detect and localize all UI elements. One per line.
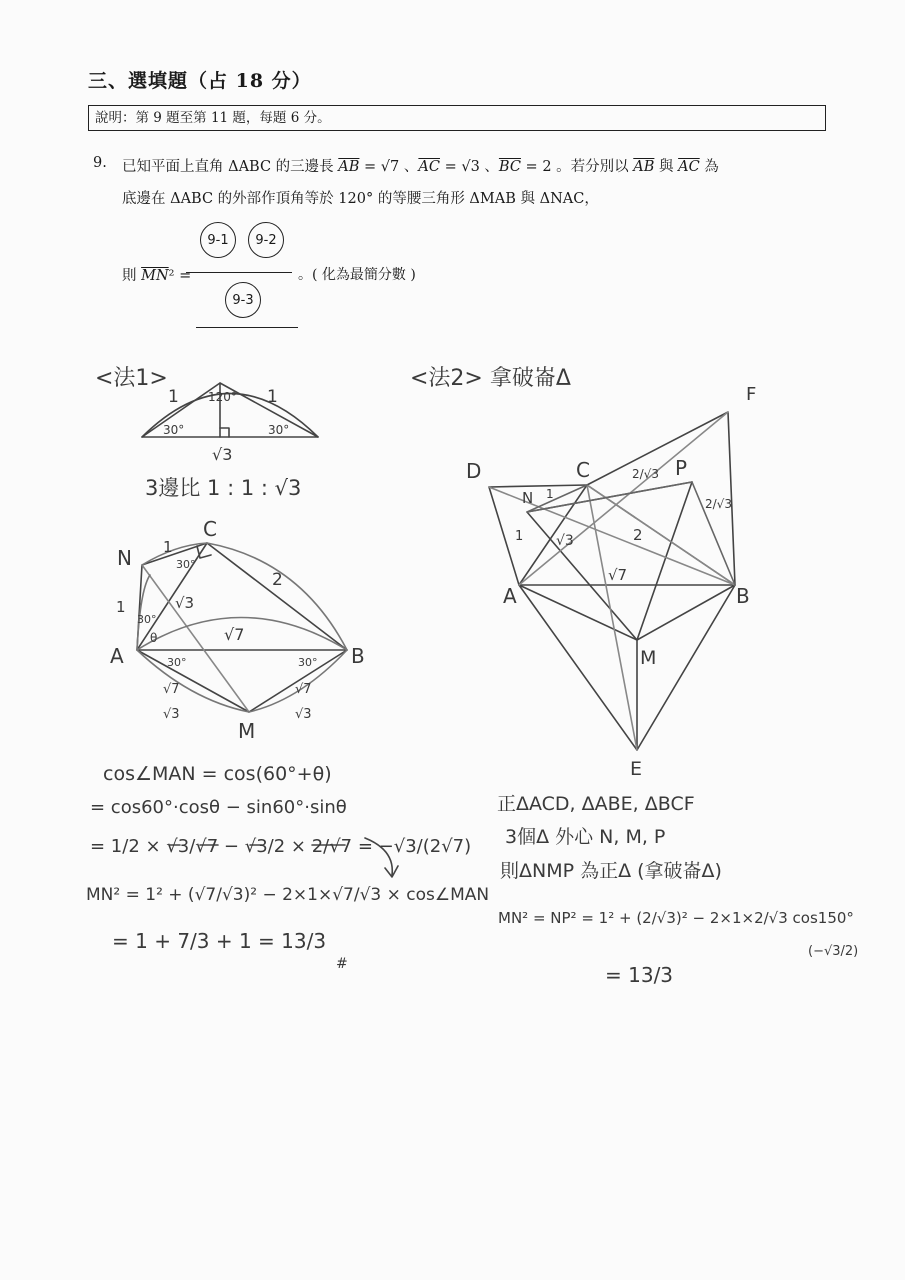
m1-angle-bm30: 30° — [298, 656, 318, 669]
method1-title: <法1> — [95, 366, 168, 391]
m1-len-bm-num: √7 — [295, 682, 312, 697]
m2-label-c: C — [576, 458, 590, 482]
m2-work-1: 正ΔACD, ΔABE, ΔBCF — [497, 793, 695, 815]
m1-angle-c30: 30° — [176, 558, 196, 571]
instructions-box: 說明：第 9 題至第 11 題，每題 6 分。 — [88, 105, 826, 131]
m2-len-na: 1 — [515, 529, 524, 544]
small-angle-right: 30° — [268, 423, 290, 437]
seg-ab-2: $\overline{AB}$ — [633, 159, 655, 175]
m2-label-p: P — [675, 456, 688, 480]
m1-work-3: = 1/2 × √3/√7 − √3/2 × 2/√7 = −√3/(2√7) — [90, 836, 472, 857]
m1-len-am-den: √3 — [163, 707, 180, 722]
method1-ratio: 3邊比 1 : 1 : √3 — [145, 476, 302, 500]
answer-blank-9-3[interactable]: 9-3 — [225, 282, 261, 318]
m1-theta: θ — [150, 631, 158, 645]
answer-blank-9-2[interactable]: 9-2 — [248, 222, 284, 258]
m1-label-n: N — [117, 546, 132, 570]
seg-ac: $\overline{AC}$ — [418, 159, 440, 175]
m1-label-m: M — [238, 719, 256, 743]
m1-label-b: B — [351, 644, 365, 668]
m2-label-f: F — [746, 384, 757, 405]
question-number: 9. — [93, 155, 107, 171]
m2-work-2: 3個Δ 外心 N, M, P — [505, 826, 666, 848]
m2-label-n: N — [522, 489, 534, 507]
q1-tail: 為 — [699, 159, 719, 175]
m2-len-ac: √3 — [556, 533, 574, 549]
m1-work-end-mark: # — [336, 956, 348, 972]
m2-label-b: B — [736, 584, 750, 608]
small-angle-left: 30° — [163, 423, 185, 437]
m2-work-4: MN² = NP² = 1² + (2/√3)² − 2×1×2/√3 cos150° — [498, 909, 854, 927]
m1-len-bm-den: √3 — [295, 707, 312, 722]
m1-work-1: cos∠MAN = cos(60°+θ) — [103, 763, 332, 785]
question-line-2: 底邊在 ΔABC 的外部作頂角等於 120° 的等腰三角形 ΔMAB 與 ΔNAC， — [122, 191, 599, 207]
m2-len-pb: 2/√3 — [705, 497, 732, 511]
m1-angle-a30: 30° — [137, 613, 157, 626]
m2-label-a: A — [503, 584, 517, 608]
m1-angle-am30: 30° — [167, 656, 187, 669]
m1-len-bc: 2 — [272, 570, 283, 590]
small-side-right: 1 — [267, 387, 278, 407]
seg-ac-2: $\overline{AC}$ — [678, 159, 700, 175]
m2-label-d: D — [466, 459, 482, 483]
section-heading: 三、選填題（占 18 分） — [88, 70, 312, 92]
m1-work-5: = 1 + 7/3 + 1 = 13/3 — [112, 929, 327, 953]
m1-work-4: MN² = 1² + (√7/√3)² − 2×1×√7/√3 × cos∠MAN — [86, 885, 490, 905]
m1-len-am-num: √7 — [163, 682, 180, 697]
val-ac: = √3 、 — [439, 159, 499, 175]
val-bc: = 2 。若分別以 — [520, 159, 634, 175]
formula-prefix: 則 — [122, 268, 142, 284]
small-side-left: 1 — [168, 387, 179, 407]
m1-len-na: 1 — [116, 598, 126, 616]
small-apex-angle: 120° — [208, 390, 237, 404]
m2-work-3: 則ΔNMP 為正Δ (拿破崙Δ) — [500, 860, 722, 882]
m2-label-m: M — [640, 647, 657, 669]
q1-text-a: 已知平面上直角 ΔABC 的三邊長 — [122, 159, 339, 175]
m2-work-5: (−√3/2) — [808, 944, 859, 959]
m1-len-ab: √7 — [224, 625, 245, 644]
m1-label-c: C — [203, 517, 217, 541]
answer-blank-9-1[interactable]: 9-1 — [200, 222, 236, 258]
m1-label-a: A — [110, 644, 124, 668]
m1-work-2: = cos60°·cosθ − sin60°·sinθ — [90, 797, 347, 818]
seg-bc: $\overline{BC}$ — [498, 159, 521, 175]
formula-note: 。( 化為最簡分數 ) — [298, 267, 416, 283]
method2-title: <法2> 拿破崙Δ — [410, 366, 571, 391]
seg-mn: $\overline{MN}$ — [141, 268, 169, 284]
m2-label-e: E — [630, 758, 643, 780]
m2-len-nc: 1 — [546, 487, 554, 501]
small-base: √3 — [212, 445, 233, 464]
seg-ab: $\overline{AB}$ — [338, 159, 360, 175]
m1-len-ac: √3 — [175, 594, 195, 612]
formula-eq: ² = — [168, 268, 192, 284]
val-ab: = √7 、 — [359, 159, 419, 175]
q1-mid: 與 — [654, 159, 679, 175]
m2-len-ab: √7 — [608, 566, 628, 584]
m2-work-6: = 13/3 — [605, 963, 674, 987]
m2-len-bc: 2 — [633, 526, 643, 544]
m2-len-cp: 2/√3 — [632, 467, 659, 481]
m1-len-nc: 1 — [163, 538, 173, 556]
